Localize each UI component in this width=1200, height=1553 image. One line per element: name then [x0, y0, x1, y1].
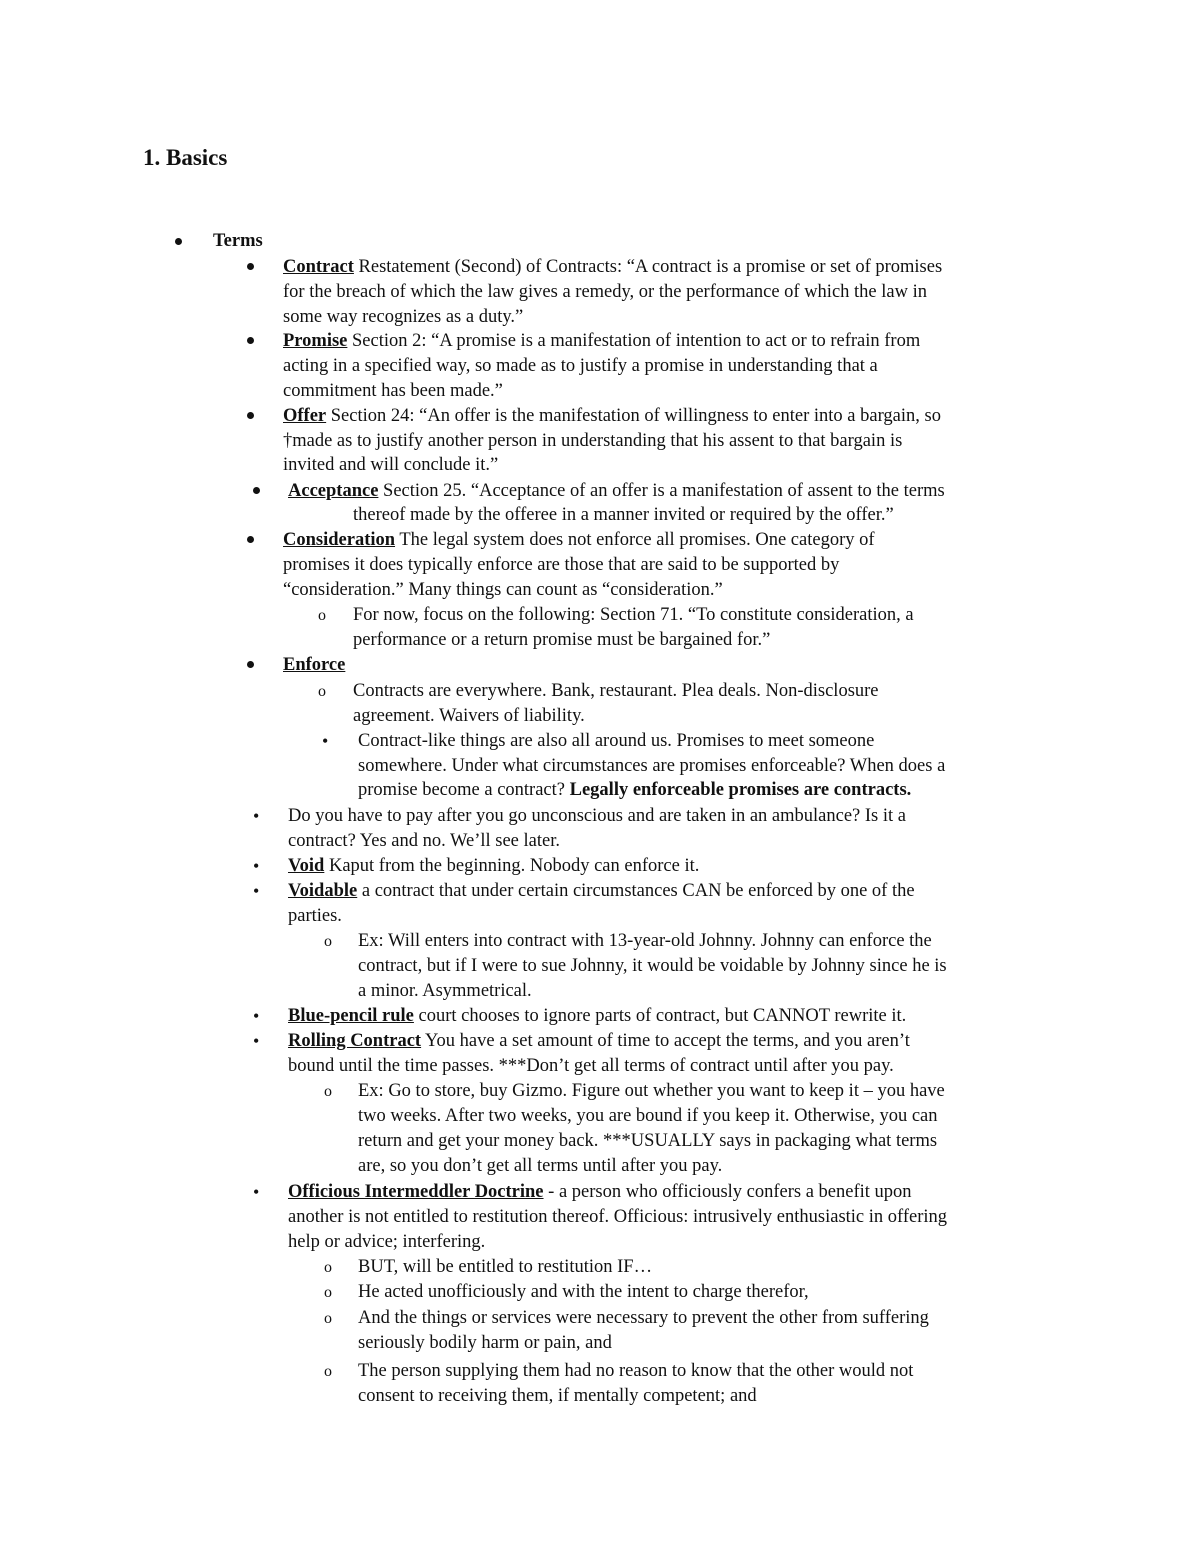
- circle-bullet-icon: o: [324, 1363, 332, 1380]
- bullet-icon: •: [253, 1182, 260, 1202]
- sub-item-text: are, so you don’t get all terms until after you pay.: [358, 1156, 723, 1176]
- list-item-voidable: [288, 879, 915, 904]
- list-item-text: Do you have to pay after you go unconscious and are taken in an ambulance? Is it a: [288, 806, 906, 826]
- bullet-icon: •: [253, 1006, 260, 1026]
- definition-text: some way recognizes as a duty.”: [283, 307, 524, 327]
- definition-text: court chooses to ignore parts of contract, but CANNOT rewrite it.: [413, 1006, 907, 1026]
- term-voidable: Voidable: [288, 881, 358, 901]
- sub-item-text: consent to receiving them, if mentally competent; and: [358, 1386, 757, 1406]
- bullet-icon: [247, 661, 254, 668]
- sub-item-text: Contracts are everywhere. Bank, restaurant. Plea deals. Non-disclosure: [353, 681, 879, 701]
- definition-text: commitment has been made.”: [283, 381, 503, 401]
- section-heading: 1. Basics: [143, 145, 228, 170]
- list-item-acceptance: [288, 479, 945, 504]
- list-item-contract: [283, 255, 942, 280]
- bullet-icon: [253, 487, 260, 494]
- term-enforce: Enforce: [283, 655, 346, 675]
- sub-item-text: performance or a return promise must be bargained for.”: [353, 630, 771, 650]
- bullet-icon: •: [253, 1031, 260, 1051]
- circle-bullet-icon: o: [324, 1083, 332, 1100]
- term-offer: Offer: [283, 406, 327, 426]
- definition-text: Section 25. “Acceptance of an offer is a manifestation of assent to the terms: [378, 481, 945, 501]
- circle-bullet-icon: o: [324, 1259, 332, 1276]
- list-item-rolling-contract: [288, 1029, 910, 1054]
- bullet-icon: •: [253, 856, 260, 876]
- definition-text: Section 24: “An offer is the manifestation of willingness to enter into a bargain, so: [326, 406, 941, 426]
- definition-text: a contract that under certain circumstances CAN be enforced by one of the: [357, 881, 915, 901]
- definition-text: You have a set amount of time to accept the terms, and you aren’t: [421, 1031, 910, 1051]
- term-promise: Promise: [283, 331, 348, 351]
- definition-text: another is not entitled to restitution thereof. Officious: intrusively enthusiastic in offering: [288, 1207, 948, 1227]
- circle-bullet-icon: o: [318, 607, 326, 624]
- list-item-enforce: [283, 653, 345, 678]
- sub-item-text: promise become a contract?: [358, 780, 570, 800]
- list-item-promise: [283, 329, 920, 354]
- sub-item-text: The person supplying them had no reason to know that the other would not: [358, 1361, 914, 1381]
- definition-text: acting in a specified way, so made as to justify a promise in understanding that a: [283, 356, 878, 376]
- definition-text: thereof made by the offeree in a manner invited or required by the offer.”: [353, 505, 894, 525]
- term-contract: Contract: [283, 257, 354, 277]
- sub-item-text: seriously bodily harm or pain, and: [358, 1333, 612, 1353]
- definition-text: Kaput from the beginning. Nobody can enforce it.: [324, 856, 700, 876]
- sub-item-text: return and get your money back. ***USUALLY says in packaging what terms: [358, 1131, 938, 1151]
- term-officious: Officious Intermeddler Doctrine: [288, 1182, 544, 1202]
- terms-label: Terms: [213, 231, 263, 251]
- bullet-icon: •: [253, 881, 260, 901]
- list-item-text: contract? Yes and no. We’ll see later.: [288, 831, 560, 851]
- sub-item-text: BUT, will be entitled to restitution IF…: [358, 1257, 653, 1277]
- definition-text: bound until the time passes. ***Don’t get all terms of contract until after you pay.: [288, 1056, 894, 1076]
- bullet-icon: [247, 337, 254, 344]
- bullet-icon: •: [253, 806, 260, 826]
- bullet-icon: [175, 238, 182, 245]
- bullet-icon: [247, 536, 254, 543]
- definition-text: help or advice; interfering.: [288, 1232, 486, 1252]
- list-item-void: [288, 854, 699, 879]
- list-item-offer: [283, 404, 941, 429]
- circle-bullet-icon: o: [318, 683, 326, 700]
- emphasis-text: Legally enforceable promises are contracts.: [569, 780, 912, 800]
- term-void: Void: [288, 856, 325, 876]
- list-item-officious: [288, 1180, 912, 1205]
- sub-item-text: agreement. Waivers of liability.: [353, 706, 585, 726]
- bullet-icon: [247, 263, 254, 270]
- definition-text: for the breach of which the law gives a remedy, or the performance of which the law in: [283, 282, 927, 302]
- definition-text: †made as to justify another person in understanding that his assent to that bargain is: [283, 431, 903, 451]
- list-item-consideration: [283, 528, 875, 553]
- definition-text: promises it does typically enforce are those that are said to be supported by: [283, 555, 840, 575]
- definition-text: The legal system does not enforce all promises. One category of: [395, 530, 875, 550]
- sub-item-text: [358, 778, 911, 803]
- sub-item-text: And the things or services were necessary to prevent the other from suffering: [358, 1308, 929, 1328]
- sub-item-text: Ex: Will enters into contract with 13-year-old Johnny. Johnny can enforce the: [358, 931, 932, 951]
- sub-item-text: For now, focus on the following: Section 71. “To constitute consideration, a: [353, 605, 914, 625]
- definition-text: Section 2: “A promise is a manifestation of intention to act or to refrain from: [347, 331, 921, 351]
- term-acceptance: Acceptance: [288, 481, 379, 501]
- bullet-icon: •: [322, 731, 329, 751]
- circle-bullet-icon: o: [324, 933, 332, 950]
- definition-text: parties.: [288, 906, 342, 926]
- definition-text: Restatement (Second) of Contracts: “A contract is a promise or set of promises: [353, 257, 943, 277]
- sub-item-text: a minor. Asymmetrical.: [358, 981, 532, 1001]
- sub-item-text: two weeks. After two weeks, you are bound if you keep it. Otherwise, you can: [358, 1106, 938, 1126]
- term-rolling-contract: Rolling Contract: [288, 1031, 422, 1051]
- bullet-icon: [247, 412, 254, 419]
- term-consideration: Consideration: [283, 530, 396, 550]
- list-item-blue-pencil: [288, 1004, 906, 1029]
- sub-item-text: Ex: Go to store, buy Gizmo. Figure out whether you want to keep it – you have: [358, 1081, 945, 1101]
- definition-text: invited and will conclude it.”: [283, 455, 499, 475]
- definition-text: “consideration.” Many things can count as “consideration.”: [283, 580, 723, 600]
- sub-item-text: somewhere. Under what circumstances are promises enforceable? When does a: [358, 756, 946, 776]
- definition-text: - a person who officiously confers a benefit upon: [543, 1182, 912, 1202]
- sub-item-text: He acted unofficiously and with the intent to charge therefor,: [358, 1282, 809, 1302]
- term-blue-pencil: Blue-pencil rule: [288, 1006, 414, 1026]
- sub-item-text: Contract-like things are also all around us. Promises to meet someone: [358, 731, 875, 751]
- sub-item-text: contract, but if I were to sue Johnny, it would be voidable by Johnny since he is: [358, 956, 947, 976]
- circle-bullet-icon: o: [324, 1284, 332, 1301]
- circle-bullet-icon: o: [324, 1310, 332, 1327]
